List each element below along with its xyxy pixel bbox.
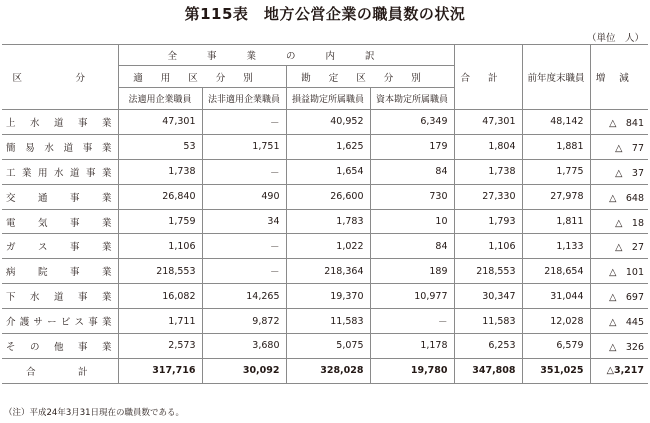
cell-change: △ 326	[590, 334, 648, 359]
table-row	[2, 184, 648, 209]
footnote: （注）平成24年3月31日現在の職員数である。	[4, 408, 185, 418]
row-category: 病院事業	[2, 259, 118, 284]
page-title: 第115表 地方公営企業の職員数の状況	[184, 5, 466, 23]
table-row	[2, 259, 648, 284]
row-category: 工業用水道事業	[2, 159, 118, 184]
header-by-application: 適用区分別	[118, 66, 286, 88]
cell-non-applied: －	[202, 234, 286, 259]
cell-change: △ 27	[590, 234, 648, 259]
row-category: 上水道事業	[2, 110, 118, 135]
row-category: 下水道事業	[2, 284, 118, 309]
cell-capital: 84	[370, 234, 454, 259]
table-row	[2, 284, 648, 309]
cell-total: 27,330	[454, 184, 522, 209]
header-non-applied: 法非適用企業職員	[202, 88, 286, 110]
cell-non-applied: 9,872	[202, 309, 286, 334]
cell-profit-loss: 26,600	[286, 184, 370, 209]
cell-change: △ 697	[590, 284, 648, 309]
cell-capital: 730	[370, 184, 454, 209]
table-row	[2, 159, 648, 184]
cell-change: △ 77	[590, 134, 648, 159]
total-non-applied: 30,092	[202, 358, 286, 383]
cell-prev-year: 6,579	[522, 334, 590, 359]
cell-change: △ 648	[590, 184, 648, 209]
cell-profit-loss: 1,625	[286, 134, 370, 159]
cell-capital: 10,977	[370, 284, 454, 309]
cell-prev-year: 27,978	[522, 184, 590, 209]
total-change: △3,217	[590, 358, 648, 383]
cell-prev-year: 1,881	[522, 134, 590, 159]
table-row	[2, 209, 648, 234]
table-row	[2, 234, 648, 259]
cell-non-applied: －	[202, 159, 286, 184]
header-by-account: 勘定区分別	[286, 66, 454, 88]
cell-applied: 1,106	[118, 234, 202, 259]
cell-non-applied: 14,265	[202, 284, 286, 309]
cell-capital: 189	[370, 259, 454, 284]
cell-prev-year: 48,142	[522, 110, 590, 135]
total-total: 347,808	[454, 358, 522, 383]
cell-capital: 84	[370, 159, 454, 184]
cell-prev-year: 1,775	[522, 159, 590, 184]
cell-non-applied: 1,751	[202, 134, 286, 159]
cell-profit-loss: 1,783	[286, 209, 370, 234]
header-profit-loss: 損益勘定所属職員	[286, 88, 370, 110]
cell-profit-loss: 40,952	[286, 110, 370, 135]
cell-profit-loss: 11,583	[286, 309, 370, 334]
cell-change: △ 841	[590, 110, 648, 135]
header-breakdown: 全事業の内訳	[118, 45, 454, 66]
cell-capital: －	[370, 309, 454, 334]
header-applied: 法適用企業職員	[118, 88, 202, 110]
cell-total: 47,301	[454, 110, 522, 135]
cell-profit-loss: 218,364	[286, 259, 370, 284]
cell-change: △ 18	[590, 209, 648, 234]
cell-non-applied: 34	[202, 209, 286, 234]
cell-change: △ 445	[590, 309, 648, 334]
unit-label: （単位 人）	[586, 33, 644, 44]
cell-prev-year: 31,044	[522, 284, 590, 309]
header-total: 合計	[454, 45, 522, 110]
cell-profit-loss: 19,370	[286, 284, 370, 309]
cell-profit-loss: 5,075	[286, 334, 370, 359]
header-category: 区 分	[2, 45, 118, 110]
cell-applied: 1,759	[118, 209, 202, 234]
cell-total: 6,253	[454, 334, 522, 359]
cell-non-applied: 490	[202, 184, 286, 209]
table-row	[2, 134, 648, 159]
cell-profit-loss: 1,654	[286, 159, 370, 184]
row-category: その他事業	[2, 334, 118, 359]
total-row	[2, 358, 648, 383]
cell-total: 30,347	[454, 284, 522, 309]
table-row	[2, 309, 648, 334]
cell-non-applied: 3,680	[202, 334, 286, 359]
total-profit-loss: 328,028	[286, 358, 370, 383]
cell-capital: 10	[370, 209, 454, 234]
row-category: ガス事業	[2, 234, 118, 259]
cell-applied: 1,711	[118, 309, 202, 334]
total-capital: 19,780	[370, 358, 454, 383]
row-category: 簡易水道事業	[2, 134, 118, 159]
cell-applied: 16,082	[118, 284, 202, 309]
total-label: 合計	[2, 358, 118, 383]
cell-prev-year: 1,811	[522, 209, 590, 234]
header-capital: 資本勘定所属職員	[370, 88, 454, 110]
cell-total: 218,553	[454, 259, 522, 284]
row-category: 介護サービス事業	[2, 309, 118, 334]
table-row	[2, 334, 648, 359]
cell-change: △ 101	[590, 259, 648, 284]
staff-table	[2, 44, 648, 384]
row-category: 電気事業	[2, 209, 118, 234]
cell-applied: 47,301	[118, 110, 202, 135]
cell-capital: 6,349	[370, 110, 454, 135]
cell-non-applied: －	[202, 110, 286, 135]
table-row	[2, 110, 648, 135]
cell-applied: 1,738	[118, 159, 202, 184]
cell-prev-year: 218,654	[522, 259, 590, 284]
cell-prev-year: 1,133	[522, 234, 590, 259]
cell-capital: 179	[370, 134, 454, 159]
cell-total: 1,793	[454, 209, 522, 234]
cell-capital: 1,178	[370, 334, 454, 359]
cell-non-applied: －	[202, 259, 286, 284]
cell-total: 11,583	[454, 309, 522, 334]
cell-applied: 53	[118, 134, 202, 159]
cell-applied: 2,573	[118, 334, 202, 359]
cell-prev-year: 12,028	[522, 309, 590, 334]
total-applied: 317,716	[118, 358, 202, 383]
row-category: 交通事業	[2, 184, 118, 209]
total-prev-year: 351,025	[522, 358, 590, 383]
cell-change: △ 37	[590, 159, 648, 184]
header-prev-year: 前年度末職員	[522, 45, 590, 110]
header-change: 増減	[590, 45, 648, 110]
cell-applied: 26,840	[118, 184, 202, 209]
cell-applied: 218,553	[118, 259, 202, 284]
cell-total: 1,106	[454, 234, 522, 259]
cell-total: 1,804	[454, 134, 522, 159]
cell-profit-loss: 1,022	[286, 234, 370, 259]
cell-total: 1,738	[454, 159, 522, 184]
